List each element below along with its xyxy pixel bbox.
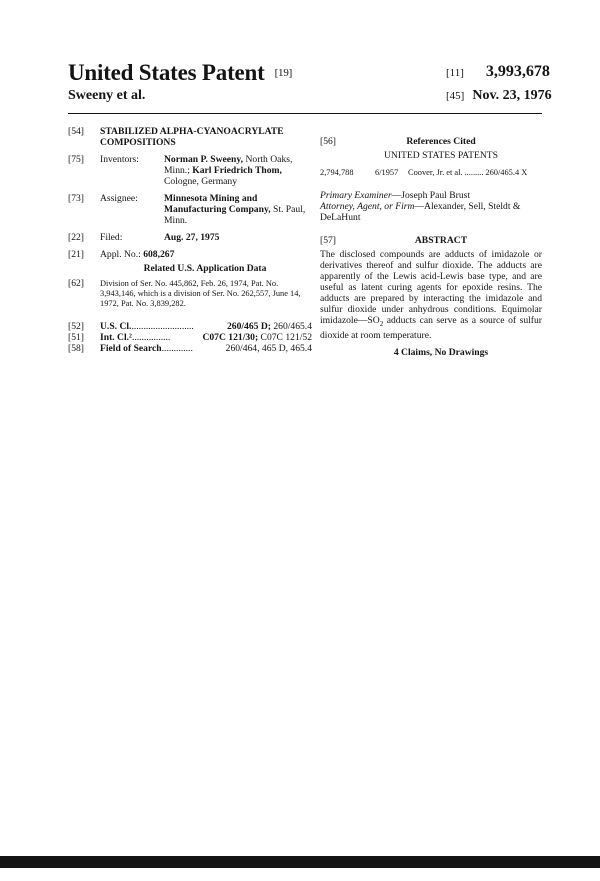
field-58 [68, 343, 312, 354]
inventor-name: Karl Friedrich Thom, [192, 165, 282, 176]
related-data-heading: Related U.S. Application Data [143, 263, 267, 274]
field-75 [68, 154, 312, 187]
date-code: [45] [446, 90, 465, 102]
field-73 [68, 193, 312, 226]
authors: Sweeny et al. [68, 88, 146, 103]
field-code: [51] [68, 332, 84, 343]
field-label: Filed: [100, 232, 123, 243]
bibliographic-column [68, 126, 312, 360]
patent-title [68, 60, 292, 86]
attorney-name: —Alexander, Sell, Steldt & DeLaHunt [320, 201, 521, 223]
assignee [164, 193, 312, 226]
leader-dots: ................ [131, 332, 171, 343]
patent-date-line [446, 88, 552, 104]
ref-inventor: Coover, Jr. et al. [408, 168, 463, 177]
title-code: [19] [274, 67, 293, 79]
field-code: [52] [68, 321, 84, 332]
examiner-name: —Joseph Paul Brust [391, 190, 471, 201]
abstract-part: The disclosed compounds are adducts of imidazole or derivatives thereof and sulfur dioxide. The adducts are apparently of the Lewis acid-Lewis base type, and are useful as latent curing agents for epoxide resins. The adducts are prepared by interacting the imidazole and sulfur dioxide under anhydrous conditions. Equimolar imidazole—SO [320, 249, 542, 326]
ref-number: 2,794,788 [320, 168, 354, 177]
field-label: Field of Search [100, 343, 162, 354]
invention-title: STABILIZED ALPHA-CYANOACRYLATE COMPOSITIONS [100, 126, 284, 148]
us-class: 260/465 D; [226, 321, 271, 332]
references-title: References Cited [406, 136, 476, 147]
abstract-title: ABSTRACT [414, 235, 468, 246]
ref-date: 6/1957 [375, 168, 399, 177]
header-divider [68, 113, 542, 114]
reference-entry [320, 167, 542, 178]
field-code: [21] [68, 249, 84, 260]
inventor-location: North Oaks, Minn.; [164, 154, 293, 176]
us-patents-subheading: UNITED STATES PATENTS [383, 150, 498, 161]
inventor-location: Cologne, Germany [164, 176, 238, 187]
references-heading [320, 136, 542, 148]
search-field: 260/464, 465 D, 465.4 [225, 343, 312, 354]
application-number: 608,267 [143, 249, 175, 260]
attorney-label: Attorney, Agent, or Firm [320, 201, 415, 212]
field-code: [62] [68, 278, 84, 289]
ref-class: 260/465.4 X [485, 168, 528, 177]
field-code: [58] [68, 343, 84, 354]
subscript: 2 [379, 319, 384, 328]
field-52 [68, 321, 312, 332]
division-text: Division of Ser. No. 445,862, Feb. 26, 1974, Pat. No. 3,943,146, which is a division of Ser. No. 262,557, June 14, 1972, Pat. No. 3,839,282. [100, 279, 301, 308]
leader-dots: ............. [161, 343, 193, 354]
patent-number-code: [11] [446, 67, 464, 79]
field-label: U.S. Cl. [100, 321, 132, 332]
filed-date: Aug. 27, 1975 [164, 232, 220, 243]
field-label: Inventors: [100, 154, 139, 165]
examiner-label: Primary Examiner [320, 190, 392, 201]
title-text: United States Patent [68, 60, 265, 85]
field-54 [68, 126, 312, 148]
assignee-location: St. Paul, Minn. [164, 204, 306, 226]
field-code: [56] [320, 136, 336, 147]
leader-dots: .......................... [131, 321, 194, 332]
field-62 [68, 279, 312, 309]
claims-summary: 4 Claims, No Drawings [393, 346, 489, 358]
field-22 [68, 232, 312, 243]
field-label: Appl. No.: [100, 249, 141, 260]
references-abstract-column [320, 136, 542, 358]
abstract-part: adducts can serve as a source of sulfur dioxide at room temperature. [320, 315, 542, 341]
assignee-name: Minnesota Mining and Manufacturing Company, [164, 193, 271, 215]
int-class: C07C 121/30; [202, 332, 259, 343]
patent-number: 3,993,678 [485, 63, 550, 80]
patent-date: Nov. 23, 1976 [472, 88, 552, 103]
us-class-extra: 260/465.4 [270, 321, 312, 332]
int-class-extra: C07C 121/52 [258, 332, 312, 343]
field-label: Assignee: [100, 193, 138, 204]
primary-examiner [320, 190, 542, 201]
field-51 [68, 332, 312, 343]
attorney [320, 201, 542, 223]
patent-number-line [446, 63, 550, 81]
field-21 [68, 249, 312, 260]
field-code: [73] [68, 193, 84, 204]
inventor-name: Norman P. Sweeny, [164, 154, 244, 165]
field-code: [22] [68, 232, 84, 243]
field-code: [57] [320, 235, 336, 246]
leader-dots: ......... [464, 168, 484, 177]
field-label: Int. Cl.² [100, 332, 132, 343]
field-code: [54] [68, 126, 84, 137]
inventors [164, 154, 312, 187]
field-code: [75] [68, 154, 84, 165]
abstract-heading [320, 235, 542, 247]
scan-bottom-bar [0, 856, 600, 868]
abstract-text [320, 249, 542, 341]
